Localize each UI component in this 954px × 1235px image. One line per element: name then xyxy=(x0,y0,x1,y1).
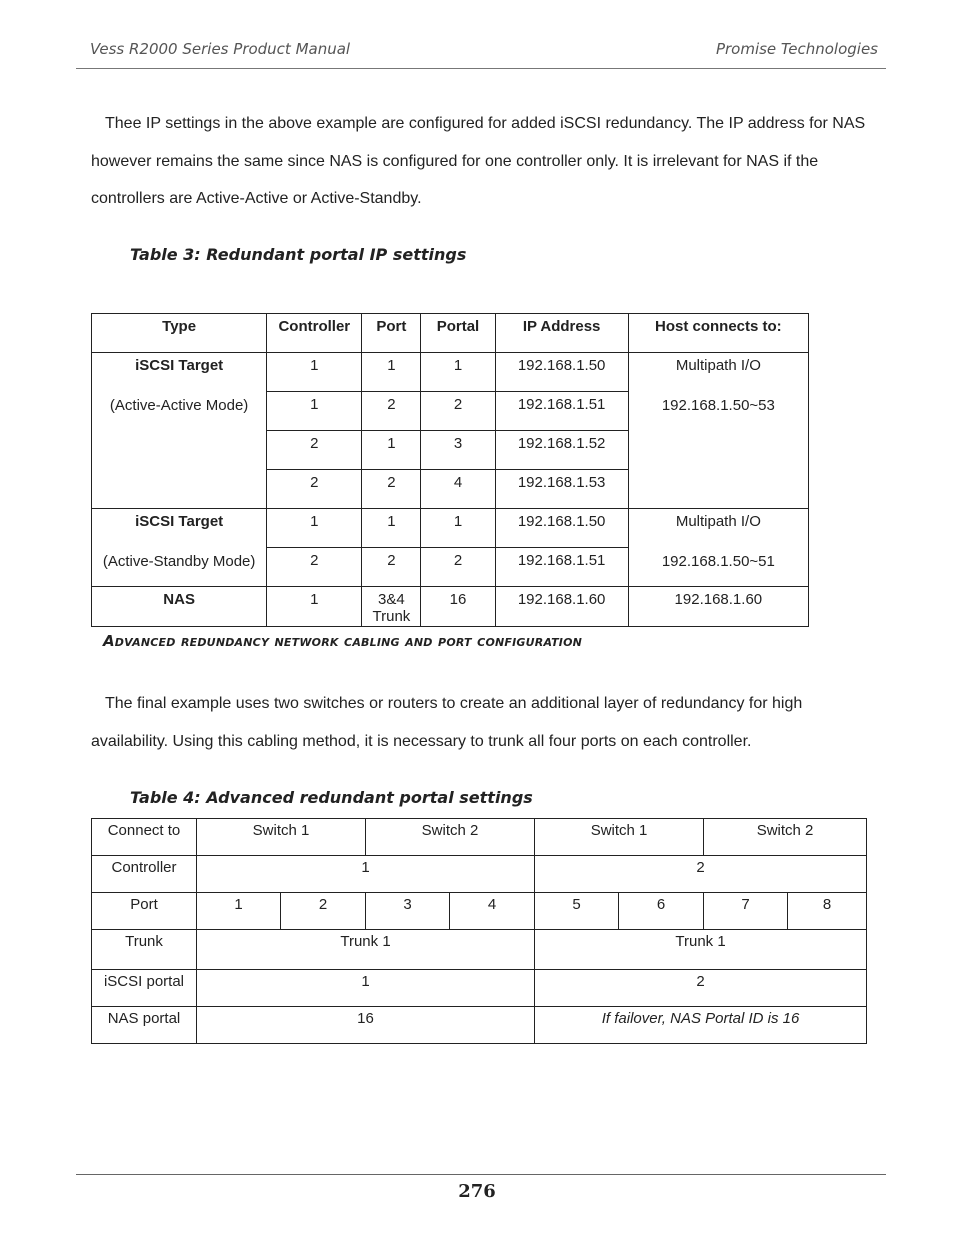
row-label: NAS portal xyxy=(92,1007,197,1044)
column-header: Type xyxy=(92,314,267,353)
cabling-paragraph-text: The final example uses two switches or routers to create an additional layer of redundancy for high availability. Using this cabling method, it is necessary to trunk all four ports on each controller. xyxy=(91,695,803,750)
iscsi-portal-cell: 2 xyxy=(535,970,867,1007)
column-header: Port xyxy=(362,314,421,353)
port-cell: 7 xyxy=(704,893,788,930)
controller-cell: 1 xyxy=(197,856,535,893)
table-row-nas xyxy=(92,1007,867,1044)
mode-label: (Active-Active Mode) xyxy=(109,397,249,414)
table-row-port xyxy=(92,893,867,930)
row-label: Connect to xyxy=(92,819,197,856)
controller-cell: 1 xyxy=(267,587,362,627)
controller-cell: 1 xyxy=(267,392,362,431)
table-row-nas xyxy=(92,587,809,627)
header-divider xyxy=(76,68,886,69)
switch-cell: Switch 2 xyxy=(704,819,867,856)
intro-paragraph xyxy=(91,105,866,218)
type-label: iSCSI Target xyxy=(135,357,224,374)
section-heading: Advanced redundancy network cabling and port configuration xyxy=(103,632,583,650)
portal-cell: 16 xyxy=(421,587,495,627)
iscsi-portal-cell: 1 xyxy=(197,970,535,1007)
port-cell xyxy=(362,587,421,627)
type-cell-active-standby xyxy=(92,509,267,587)
portal-cell: 2 xyxy=(421,392,495,431)
column-header: Controller xyxy=(267,314,362,353)
port-cell: 1 xyxy=(197,893,281,930)
port-cell: 2 xyxy=(362,392,421,431)
trunk-cell: Trunk 1 xyxy=(535,930,867,970)
ip-cell: 192.168.1.53 xyxy=(495,470,628,509)
switch-cell: Switch 2 xyxy=(366,819,535,856)
nas-failover-cell: If failover, NAS Portal ID is 16 xyxy=(535,1007,867,1044)
footer-divider xyxy=(76,1174,886,1175)
table-row xyxy=(92,509,809,548)
port-cell: 1 xyxy=(362,431,421,470)
host-cell: 192.168.1.60 xyxy=(628,587,808,627)
port-cell: 6 xyxy=(619,893,704,930)
table-row xyxy=(92,353,809,392)
port-cell: 1 xyxy=(362,353,421,392)
ip-cell: 192.168.1.50 xyxy=(495,353,628,392)
advanced-redundant-portal-table xyxy=(91,818,867,1044)
port-cell: 2 xyxy=(281,893,366,930)
column-header: Portal xyxy=(421,314,495,353)
cabling-paragraph xyxy=(91,685,866,760)
port-cell: 1 xyxy=(362,509,421,548)
type-cell-active-active xyxy=(92,353,267,509)
controller-cell: 2 xyxy=(535,856,867,893)
host-cell-active-active xyxy=(628,353,808,509)
controller-cell: 2 xyxy=(267,470,362,509)
column-header: Host connects to: xyxy=(628,314,808,353)
mode-label: (Active-Standby Mode) xyxy=(102,553,256,570)
switch-cell: Switch 1 xyxy=(197,819,366,856)
column-header: IP Address xyxy=(495,314,628,353)
ip-cell: 192.168.1.50 xyxy=(495,509,628,548)
host-multipath-label: Multipath I/O xyxy=(675,513,761,530)
running-header-company: Promise Technologies xyxy=(715,40,878,58)
port-cell: 2 xyxy=(362,548,421,587)
table4-caption: Table 4: Advanced redundant portal settings xyxy=(130,788,533,807)
portal-cell: 3 xyxy=(421,431,495,470)
controller-cell: 2 xyxy=(267,431,362,470)
table-row-trunk xyxy=(92,930,867,970)
portal-cell: 4 xyxy=(421,470,495,509)
table-row-iscsi xyxy=(92,970,867,1007)
port-trunk-label: Trunk xyxy=(372,608,411,625)
intro-paragraph-text: Thee IP settings in the above example are configured for added iSCSI redundancy. The IP address for NAS however remains the same since NAS is configured for one controller only. It is irrelevant for NAS if the controllers are Active-Active or Active-Standby. xyxy=(91,115,866,207)
running-header-title: Vess R2000 Series Product Manual xyxy=(90,40,351,58)
host-ip-range: 192.168.1.50~53 xyxy=(661,397,775,414)
ip-cell: 192.168.1.51 xyxy=(495,392,628,431)
row-label: Port xyxy=(92,893,197,930)
trunk-cell: Trunk 1 xyxy=(197,930,535,970)
portal-cell: 1 xyxy=(421,353,495,392)
ip-cell: 192.168.1.60 xyxy=(495,587,628,627)
page-number: 276 xyxy=(458,1181,496,1202)
port-cell: 4 xyxy=(450,893,535,930)
ip-cell: 192.168.1.51 xyxy=(495,548,628,587)
portal-cell: 2 xyxy=(421,548,495,587)
port-trunk-ports: 3&4 xyxy=(378,591,405,608)
port-cell: 5 xyxy=(535,893,619,930)
ip-cell: 192.168.1.52 xyxy=(495,431,628,470)
row-label: iSCSI portal xyxy=(92,970,197,1007)
table-row-controller xyxy=(92,856,867,893)
port-cell: 8 xyxy=(788,893,867,930)
row-label: Controller xyxy=(92,856,197,893)
table-header-row xyxy=(92,314,809,353)
port-cell: 2 xyxy=(362,470,421,509)
switch-cell: Switch 1 xyxy=(535,819,704,856)
row-label: Trunk xyxy=(92,930,197,970)
port-cell: 3 xyxy=(366,893,450,930)
table3-caption: Table 3: Redundant portal IP settings xyxy=(130,245,467,264)
table-row-connect xyxy=(92,819,867,856)
controller-cell: 1 xyxy=(267,509,362,548)
host-ip-range: 192.168.1.50~51 xyxy=(661,553,775,570)
host-multipath-label: Multipath I/O xyxy=(675,357,761,374)
type-cell-nas: NAS xyxy=(92,587,267,627)
type-label: iSCSI Target xyxy=(135,513,224,530)
controller-cell: 2 xyxy=(267,548,362,587)
portal-cell: 1 xyxy=(421,509,495,548)
host-cell-active-standby xyxy=(628,509,808,587)
redundant-portal-ip-table xyxy=(91,313,809,627)
controller-cell: 1 xyxy=(267,353,362,392)
nas-portal-cell: 16 xyxy=(197,1007,535,1044)
